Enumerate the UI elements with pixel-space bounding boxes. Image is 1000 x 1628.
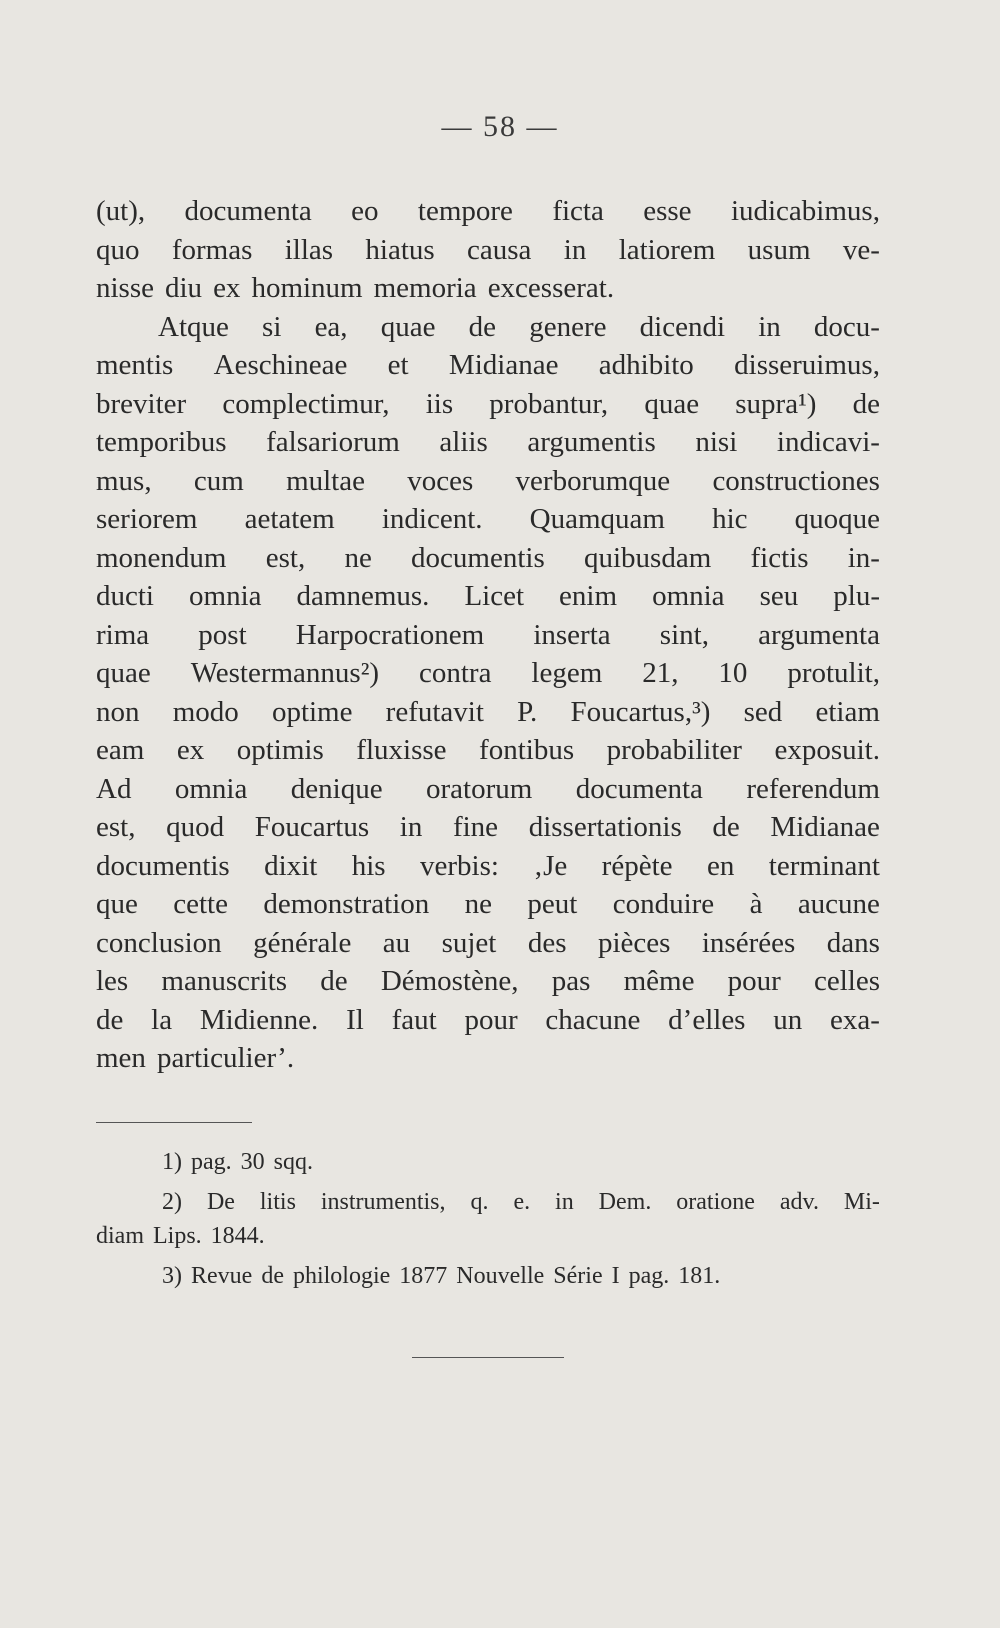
word: tempore <box>417 195 513 227</box>
text-line <box>96 539 880 578</box>
word: illas <box>284 233 334 266</box>
word: documentis <box>411 541 545 574</box>
word: Atque <box>158 310 229 343</box>
text-line <box>96 385 880 424</box>
word: iis <box>425 387 454 420</box>
word: memoria <box>373 272 477 304</box>
word: Harpocrationem <box>295 618 485 651</box>
word: d’elles <box>668 1003 746 1036</box>
word: supra¹) <box>735 387 817 420</box>
footnote-word: De <box>206 1189 235 1215</box>
word: un <box>773 1003 803 1036</box>
word: non <box>96 695 140 728</box>
word: ve- <box>842 233 880 266</box>
word: mentis <box>96 349 174 381</box>
word: usum <box>747 233 811 266</box>
footnote-word: pag. <box>191 1149 232 1175</box>
word: ‚Je <box>533 849 568 882</box>
word: in- <box>847 541 880 574</box>
word: est, <box>265 541 306 574</box>
footnote-word: Dem. <box>598 1189 652 1215</box>
word: documenta <box>575 772 703 805</box>
word: hominum <box>251 272 363 304</box>
word: latiorem <box>618 233 716 266</box>
word: Quamquam <box>529 503 665 535</box>
word: nisi <box>695 426 738 458</box>
word: legem <box>531 657 603 689</box>
word: in <box>563 233 587 266</box>
word: Ad <box>96 772 132 805</box>
word: Midienne. <box>199 1003 319 1036</box>
word: protulit, <box>787 657 880 689</box>
word: au <box>382 926 411 959</box>
word: de <box>852 387 880 420</box>
word: argumentis <box>527 426 656 458</box>
word: eam <box>96 734 145 766</box>
word: Midianae <box>448 349 559 381</box>
word: Licet <box>464 580 525 612</box>
footnote-word: Lips. <box>153 1223 202 1249</box>
word: fluxisse <box>356 734 447 766</box>
word: optime <box>271 695 353 728</box>
footnote <box>96 1259 880 1293</box>
word: peut <box>527 888 578 920</box>
word: indicent. <box>381 503 483 535</box>
word: Foucartus,³) <box>570 695 711 728</box>
word: mus, <box>96 464 152 497</box>
word: quo <box>96 233 140 266</box>
word: denique <box>290 772 383 805</box>
word: celles <box>813 965 880 997</box>
word: omnia <box>174 772 248 805</box>
text-line <box>96 462 880 501</box>
word: men <box>96 1042 146 1074</box>
word: breviter <box>96 387 187 420</box>
word: causa <box>467 233 532 266</box>
word: Il <box>346 1003 364 1036</box>
word: et <box>387 349 409 381</box>
word: indicavi- <box>776 426 880 458</box>
word: cette <box>173 888 228 920</box>
word: faut <box>391 1003 437 1036</box>
word: referendum <box>746 772 880 805</box>
word: hic <box>712 503 748 535</box>
word: docu- <box>813 310 880 343</box>
word: esse <box>643 195 692 227</box>
word: pas <box>551 965 591 997</box>
footnote-word: I <box>611 1263 620 1289</box>
word: même <box>623 965 695 997</box>
footnote-word: de <box>261 1263 284 1289</box>
footnote-word: 2) <box>162 1189 182 1215</box>
footnote-line <box>96 1145 880 1179</box>
text-line <box>96 1001 880 1040</box>
footnote-line <box>96 1259 880 1293</box>
text-line <box>96 885 880 924</box>
text-line <box>96 231 880 270</box>
word: dissertationis <box>528 811 682 843</box>
word: ex <box>176 734 205 766</box>
word: en <box>706 849 735 882</box>
footnote <box>96 1185 880 1253</box>
footnote <box>96 1145 880 1179</box>
word: voces <box>407 464 474 497</box>
word: diu <box>165 272 203 304</box>
text-line <box>96 192 880 231</box>
word: omnia <box>652 580 725 612</box>
word: in <box>758 310 781 343</box>
word: répète <box>601 849 673 882</box>
footnote-word: 1) <box>162 1149 182 1175</box>
word: Foucartus <box>254 811 370 843</box>
word: fontibus <box>479 734 575 766</box>
footnote-word: Revue <box>191 1263 253 1289</box>
text-line <box>96 1039 880 1078</box>
word: terminant <box>768 849 880 882</box>
footnote-word: q. <box>470 1189 489 1215</box>
word: est, <box>96 811 136 843</box>
word: quae <box>380 310 436 343</box>
word: de <box>96 1003 124 1036</box>
word: contra <box>418 657 492 689</box>
footnote-word: in <box>555 1189 574 1215</box>
page-end-rule <box>412 1357 564 1358</box>
word: de <box>712 811 740 843</box>
word: chacune <box>545 1003 641 1036</box>
footnote-word: litis <box>259 1189 296 1215</box>
word: monendum <box>96 541 227 574</box>
word: multae <box>286 464 365 497</box>
word: Midianae <box>770 811 880 843</box>
footnote-word: instrumentis, <box>320 1189 446 1215</box>
word: refutavit <box>385 695 484 728</box>
word: fictis <box>750 541 809 574</box>
footnote-word: e. <box>513 1189 531 1215</box>
word: conduire <box>612 888 715 920</box>
word: ea, <box>314 310 348 343</box>
word: aetatem <box>244 503 335 535</box>
text-line <box>96 770 880 809</box>
footnote-word: sqq. <box>273 1149 313 1175</box>
footnote-word: 1877 <box>399 1263 448 1289</box>
word: probantur, <box>489 387 609 420</box>
word: à <box>749 888 763 920</box>
word: verbis: <box>420 849 499 882</box>
footnote-word: pag. <box>628 1263 670 1289</box>
footnote-word: Série <box>553 1263 603 1289</box>
word: aucune <box>797 888 880 920</box>
word: hiatus <box>365 233 435 266</box>
word: adhibito <box>598 349 694 381</box>
text-line <box>96 423 880 462</box>
footnote-separator <box>96 1122 252 1123</box>
text-line <box>96 500 880 539</box>
word: complectimur, <box>222 387 390 420</box>
word: pour <box>464 1003 518 1036</box>
word: ducti <box>96 580 154 612</box>
word: sint, <box>659 618 709 651</box>
footnote-word: 3) <box>162 1263 182 1289</box>
word: générale <box>253 926 352 959</box>
word: his <box>351 849 386 882</box>
word: des <box>527 926 567 959</box>
word: cum <box>193 464 244 497</box>
word: argumenta <box>758 618 880 651</box>
word: Démostène, <box>380 965 519 997</box>
word: ne <box>464 888 493 920</box>
word: omnia <box>189 580 262 612</box>
word: aliis <box>439 426 488 458</box>
footnote-word: Nouvelle <box>456 1263 545 1289</box>
word: dixit <box>264 849 318 882</box>
word: de <box>320 965 348 997</box>
word: modo <box>172 695 239 728</box>
word: les <box>96 965 129 997</box>
word: quod <box>166 811 225 843</box>
text-line <box>96 346 880 385</box>
word: oratorum <box>425 772 533 805</box>
word: exa- <box>830 1003 880 1036</box>
text-line <box>96 924 880 963</box>
body-text <box>96 192 880 1078</box>
word: la <box>151 1003 173 1036</box>
word: optimis <box>236 734 324 766</box>
text-line <box>96 654 880 693</box>
word: enim <box>559 580 618 612</box>
word: dicendi <box>639 310 726 343</box>
word: demonstration <box>263 888 430 920</box>
word: excesserat. <box>487 272 615 304</box>
page-number: — 58 — <box>441 110 559 143</box>
footnote-line <box>96 1185 880 1219</box>
word: si <box>262 310 282 343</box>
word: documentis <box>96 849 230 882</box>
word: 10 <box>718 657 748 689</box>
footnote-word: 30 <box>240 1149 265 1175</box>
word: Westermannus²) <box>190 657 380 689</box>
word: inserta <box>533 618 611 651</box>
footnote-word: oratione <box>676 1189 755 1215</box>
word: nisse <box>96 272 154 304</box>
word: damnemus. <box>296 580 430 612</box>
word: disseruimus, <box>734 349 880 381</box>
word: quoque <box>794 503 880 535</box>
word: post <box>198 618 247 651</box>
word: sed <box>743 695 783 728</box>
word: rima <box>96 618 150 651</box>
word: insérées <box>701 926 796 959</box>
footnote-word: diam <box>96 1223 144 1249</box>
word: seriorem <box>96 503 198 535</box>
text-line <box>96 808 880 847</box>
word: 21, <box>642 657 679 689</box>
word: etiam <box>815 695 880 728</box>
text-line <box>96 962 880 1001</box>
word: quibusdam <box>583 541 712 574</box>
word: iudicabimus, <box>730 195 880 227</box>
footnote-word: adv. <box>779 1189 819 1215</box>
word: sujet <box>441 926 497 959</box>
word: dans <box>826 926 880 959</box>
word: conclusion <box>96 926 222 959</box>
word: pièces <box>597 926 671 959</box>
text-line <box>96 847 880 886</box>
footnote-word: 181. <box>678 1263 721 1289</box>
word: fine <box>452 811 499 843</box>
footnote-line <box>96 1219 880 1253</box>
word: plu- <box>833 580 880 612</box>
word: P. <box>517 695 538 728</box>
text-line <box>96 269 880 308</box>
word: ex <box>213 272 241 304</box>
word: falsariorum <box>266 426 400 458</box>
word: temporibus <box>96 426 227 458</box>
footnote-word: Mi- <box>843 1189 880 1215</box>
word: quae <box>96 657 151 689</box>
word: genere <box>529 310 607 343</box>
word: quae <box>644 387 700 420</box>
text-line <box>96 731 880 770</box>
word: de <box>468 310 497 343</box>
word: formas <box>171 233 253 266</box>
word: (ut), <box>96 195 146 227</box>
word: manuscrits <box>161 965 288 997</box>
word: Aeschineae <box>213 349 348 381</box>
word: que <box>96 888 138 920</box>
text-line <box>96 616 880 655</box>
text-line <box>96 308 880 347</box>
word: seu <box>759 580 799 612</box>
footnote-word: 1844. <box>210 1223 265 1249</box>
word: verborumque <box>515 464 671 497</box>
footnote-word: philologie <box>292 1263 391 1289</box>
footnotes <box>96 1145 880 1293</box>
word: probabiliter <box>606 734 742 766</box>
word: in <box>399 811 423 843</box>
word: ne <box>344 541 372 574</box>
word: particulier’. <box>156 1042 295 1074</box>
text-line <box>96 693 880 732</box>
word: exposuit. <box>774 734 880 766</box>
word: ficta <box>552 195 604 227</box>
word: documenta <box>184 195 312 227</box>
text-line <box>96 577 880 616</box>
word: constructiones <box>712 464 880 497</box>
word: eo <box>351 195 379 227</box>
word: pour <box>727 965 781 997</box>
